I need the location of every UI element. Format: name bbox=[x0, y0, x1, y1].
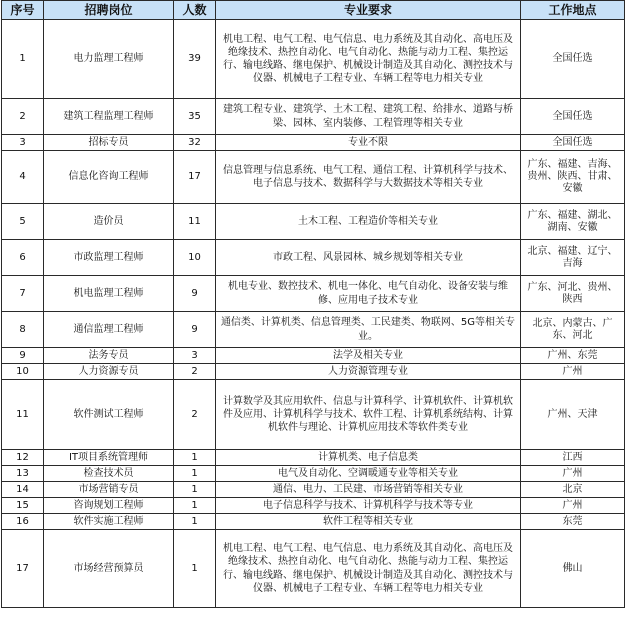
cell-count: 1 bbox=[174, 498, 216, 514]
cell-count: 1 bbox=[174, 514, 216, 530]
cell-position: 建筑工程监理工程师 bbox=[44, 99, 174, 135]
cell-requirement: 机电专业、数控技术、机电一体化、电气自动化、设备安装与维修、应用电子技术专业 bbox=[216, 276, 521, 312]
cell-requirement: 电子信息科学与技术、计算机科学与技术等专业 bbox=[216, 498, 521, 514]
cell-count: 9 bbox=[174, 276, 216, 312]
cell-no: 10 bbox=[2, 364, 44, 380]
table-row bbox=[2, 380, 625, 450]
cell-count: 39 bbox=[174, 20, 216, 99]
cell-location: 广州 bbox=[521, 466, 625, 482]
cell-no: 17 bbox=[2, 530, 44, 608]
cell-position: 检查技术员 bbox=[44, 466, 174, 482]
cell-position: 通信监理工程师 bbox=[44, 312, 174, 348]
table-row bbox=[2, 204, 625, 240]
cell-location: 广东、福建、吉海、贵州、陕西、甘肃、安徽 bbox=[521, 151, 625, 204]
table-row bbox=[2, 514, 625, 530]
cell-location: 北京 bbox=[521, 482, 625, 498]
cell-no: 16 bbox=[2, 514, 44, 530]
cell-location: 北京、福建、辽宁、吉海 bbox=[521, 240, 625, 276]
cell-position: 软件测试工程师 bbox=[44, 380, 174, 450]
header-location: 工作地点 bbox=[521, 1, 625, 20]
cell-location: 全国任选 bbox=[521, 135, 625, 151]
cell-position: 电力监理工程师 bbox=[44, 20, 174, 99]
cell-position: 信息化咨询工程师 bbox=[44, 151, 174, 204]
header-no: 序号 bbox=[2, 1, 44, 20]
table-row bbox=[2, 466, 625, 482]
cell-location: 东莞 bbox=[521, 514, 625, 530]
table-row bbox=[2, 20, 625, 99]
cell-no: 11 bbox=[2, 380, 44, 450]
table-header-row bbox=[2, 1, 625, 20]
cell-position: 市场经营预算员 bbox=[44, 530, 174, 608]
cell-requirement: 机电工程、电气工程、电气信息、电力系统及其自动化、高电压及绝缘技术、热控自动化、电气自动化、热能与动力工程、集控运行、输电线路、继电保护、机械设计制造及其自动化、测控技术与仪器、机械电子工程专业、车辆工程等电力相关专业 bbox=[216, 20, 521, 99]
cell-position: 市场营销专员 bbox=[44, 482, 174, 498]
cell-requirement: 电气及自动化、空调暖通专业等相关专业 bbox=[216, 466, 521, 482]
cell-position: 市政监理工程师 bbox=[44, 240, 174, 276]
cell-location: 广东、河北、贵州、陕西 bbox=[521, 276, 625, 312]
header-position: 招聘岗位 bbox=[44, 1, 174, 20]
cell-requirement: 计算数学及其应用软件、信息与计算科学、计算机软件、计算机软件及应用、计算机科学与技术、软件工程、计算机系统结构、计算机软件与理论、计算机应用技术等软件类专业 bbox=[216, 380, 521, 450]
cell-location: 广州、天津 bbox=[521, 380, 625, 450]
cell-no: 2 bbox=[2, 99, 44, 135]
cell-no: 8 bbox=[2, 312, 44, 348]
cell-no: 5 bbox=[2, 204, 44, 240]
cell-position: 法务专员 bbox=[44, 348, 174, 364]
table-row bbox=[2, 312, 625, 348]
cell-count: 1 bbox=[174, 450, 216, 466]
table-row bbox=[2, 364, 625, 380]
cell-count: 1 bbox=[174, 530, 216, 608]
cell-count: 2 bbox=[174, 380, 216, 450]
cell-count: 1 bbox=[174, 466, 216, 482]
cell-location: 全国任选 bbox=[521, 99, 625, 135]
cell-no: 7 bbox=[2, 276, 44, 312]
cell-no: 13 bbox=[2, 466, 44, 482]
table-row bbox=[2, 276, 625, 312]
cell-requirement: 市政工程、风景园林、城乡规划等相关专业 bbox=[216, 240, 521, 276]
table-row bbox=[2, 348, 625, 364]
cell-location: 佛山 bbox=[521, 530, 625, 608]
cell-count: 11 bbox=[174, 204, 216, 240]
cell-requirement: 法学及相关专业 bbox=[216, 348, 521, 364]
cell-requirement: 机电工程、电气工程、电气信息、电力系统及其自动化、高电压及绝缘技术、热控自动化、电气自动化、热能与动力工程、集控运行、输电线路、继电保护、机械设计制造及其自动化、测控技术与仪器、机械电子工程专业、车辆工程等电力相关专业 bbox=[216, 530, 521, 608]
cell-position: 招标专员 bbox=[44, 135, 174, 151]
cell-position: 人力资源专员 bbox=[44, 364, 174, 380]
recruitment-table bbox=[1, 0, 625, 608]
cell-location: 广州 bbox=[521, 364, 625, 380]
cell-position: 软件实施工程师 bbox=[44, 514, 174, 530]
cell-count: 35 bbox=[174, 99, 216, 135]
cell-requirement: 土木工程、工程造价等相关专业 bbox=[216, 204, 521, 240]
table-row bbox=[2, 450, 625, 466]
header-count: 人数 bbox=[174, 1, 216, 20]
cell-no: 9 bbox=[2, 348, 44, 364]
cell-position: 咨询规划工程师 bbox=[44, 498, 174, 514]
cell-requirement: 人力资源管理专业 bbox=[216, 364, 521, 380]
cell-count: 9 bbox=[174, 312, 216, 348]
table-row bbox=[2, 135, 625, 151]
table-row bbox=[2, 240, 625, 276]
cell-no: 15 bbox=[2, 498, 44, 514]
cell-count: 10 bbox=[174, 240, 216, 276]
cell-position: 机电监理工程师 bbox=[44, 276, 174, 312]
cell-location: 广州、东莞 bbox=[521, 348, 625, 364]
cell-count: 2 bbox=[174, 364, 216, 380]
cell-requirement: 通信、电力、工民建、市场营销等相关专业 bbox=[216, 482, 521, 498]
cell-count: 3 bbox=[174, 348, 216, 364]
cell-location: 广州 bbox=[521, 498, 625, 514]
cell-no: 14 bbox=[2, 482, 44, 498]
cell-requirement: 建筑工程专业、建筑学、土木工程、建筑工程、给排水、道路与桥梁、园林、室内装修、工程管理等相关专业 bbox=[216, 99, 521, 135]
cell-location: 江西 bbox=[521, 450, 625, 466]
cell-count: 32 bbox=[174, 135, 216, 151]
cell-no: 12 bbox=[2, 450, 44, 466]
cell-requirement: 信息管理与信息系统、电气工程、通信工程、计算机科学与技术、电子信息与技术、数据科学与大数据技术等相关专业 bbox=[216, 151, 521, 204]
cell-requirement: 通信类、计算机类、信息管理类、工民建类、物联网、5G等相关专业。 bbox=[216, 312, 521, 348]
cell-no: 4 bbox=[2, 151, 44, 204]
table-row bbox=[2, 99, 625, 135]
cell-location: 广东、福建、湖北、湖南、安徽 bbox=[521, 204, 625, 240]
cell-location: 全国任选 bbox=[521, 20, 625, 99]
cell-position: IT项目系统管理师 bbox=[44, 450, 174, 466]
cell-no: 1 bbox=[2, 20, 44, 99]
table-row bbox=[2, 482, 625, 498]
table-row bbox=[2, 530, 625, 608]
cell-count: 1 bbox=[174, 482, 216, 498]
cell-location: 北京、内蒙古、广东、河北 bbox=[521, 312, 625, 348]
cell-requirement: 软件工程等相关专业 bbox=[216, 514, 521, 530]
table-row bbox=[2, 151, 625, 204]
header-requirement: 专业要求 bbox=[216, 1, 521, 20]
cell-no: 6 bbox=[2, 240, 44, 276]
cell-count: 17 bbox=[174, 151, 216, 204]
cell-position: 造价员 bbox=[44, 204, 174, 240]
cell-requirement: 计算机类、电子信息类 bbox=[216, 450, 521, 466]
cell-requirement: 专业不限 bbox=[216, 135, 521, 151]
cell-no: 3 bbox=[2, 135, 44, 151]
table-row bbox=[2, 498, 625, 514]
